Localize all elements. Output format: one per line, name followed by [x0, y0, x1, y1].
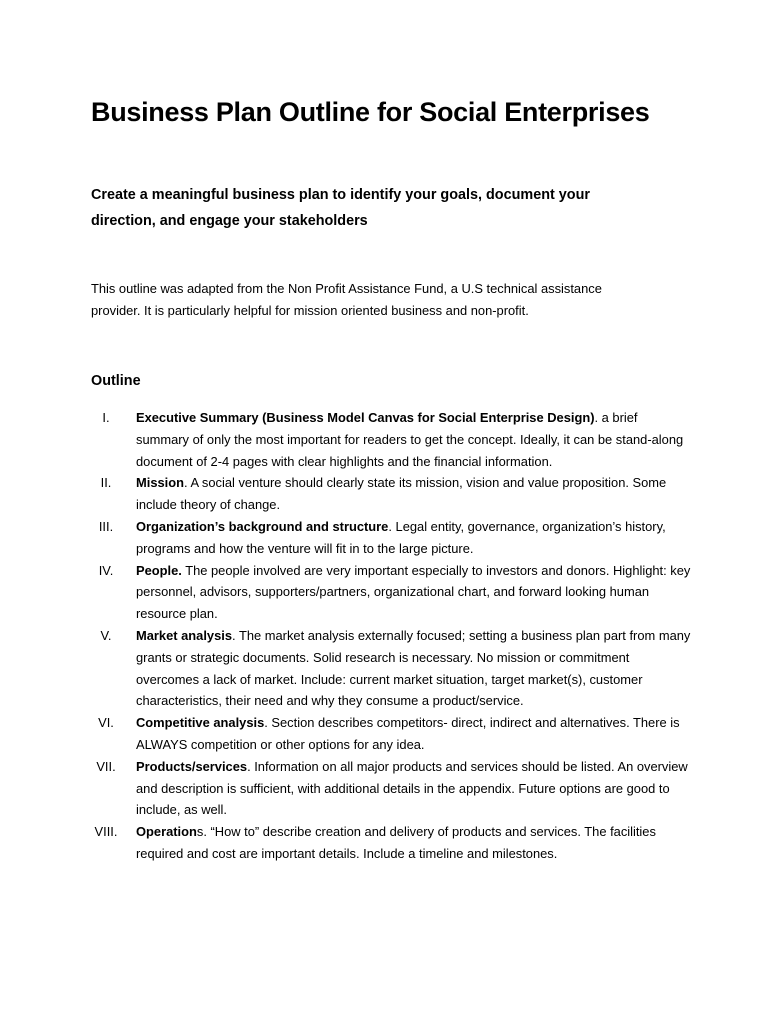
outline-numeral: III.: [98, 518, 114, 534]
intro-paragraph: This outline was adapted from the Non Profit Assistance Fund, a U.S technical assistance provider. It is particularly helpful for mission oriented business and non-profit.: [91, 281, 602, 318]
outline-numeral: I.: [102, 410, 110, 425]
outline-numeral: VII.: [96, 758, 116, 774]
outline-term: Mission: [136, 475, 184, 491]
outline-item-mission: [91, 472, 691, 516]
outline-description: s. “How to” describe creation and delivery of products and services. The facilities required and cost are important details. Include a timeline and milestones.: [136, 824, 656, 861]
outline-numeral: IV.: [98, 562, 114, 578]
outline-list: [91, 407, 691, 865]
document-title: Business Plan Outline for Social Enterprises: [91, 97, 650, 127]
outline-description: . A social venture should clearly state its mission, vision and value proposition. Some include theory of change.: [136, 475, 667, 513]
outline-numeral: II.: [100, 475, 112, 491]
outline-numeral: VIII.: [94, 824, 118, 840]
outline-item-people: [91, 560, 691, 625]
outline-item-market-analysis: [91, 625, 691, 712]
outline-description: . Legal entity, governance, organization’s history, programs and how the venture will fit in to the large picture.: [136, 518, 666, 556]
outline-description: . a brief summary of only the most important for readers to get the concept. Ideally, it can be stand-along document of 2-4 pages with clear highlights and the financial information.: [136, 410, 684, 469]
outline-term: Operation: [136, 824, 197, 840]
outline-term: Executive Summary (Business Model Canvas for Social Enterprise Design): [136, 410, 595, 425]
outline-description: The people involved are very important especially to investors and donors. Highlight: key personnel, advisors, supporters/partners, organizational chart, and forward looking human resource plan.: [136, 562, 691, 622]
outline-term: Market analysis: [136, 627, 233, 643]
outline-heading: Outline: [91, 373, 141, 389]
outline-description: . Information on all major products and services should be listed. An overview and description is sufficient, with additional details in the appendix. Future options are good to include, as well.: [136, 758, 688, 818]
outline-term: Organization’s background and structure: [136, 518, 389, 534]
outline-item-competitive-analysis: [91, 712, 691, 756]
outline-item-executive-summary: [91, 407, 691, 472]
outline-description: . Section describes competitors- direct, indirect and alternatives. There is ALWAYS competition or other options for any idea.: [136, 715, 680, 752]
outline-item-operations: [91, 821, 691, 865]
outline-term: Competitive analysis: [136, 715, 265, 731]
outline-item-organization-background: [91, 516, 691, 560]
outline-description: . The market analysis externally focused; setting a business plan part from many grants or strategic documents. Solid research is necessary. No mission or commitment overcomes a lack of market. Include: current market situation, target market(s), customer characteristics, their need and why they consume a product/service.: [136, 627, 691, 709]
outline-term: People.: [136, 562, 182, 578]
outline-item-products-services: [91, 756, 691, 821]
outline-numeral: V.: [100, 627, 112, 643]
outline-term: Products/services: [136, 758, 248, 774]
outline-numeral: VI.: [98, 715, 114, 731]
document-subtitle: Create a meaningful business plan to identify your goals, document your direction, and engage your stakeholders: [91, 187, 590, 229]
